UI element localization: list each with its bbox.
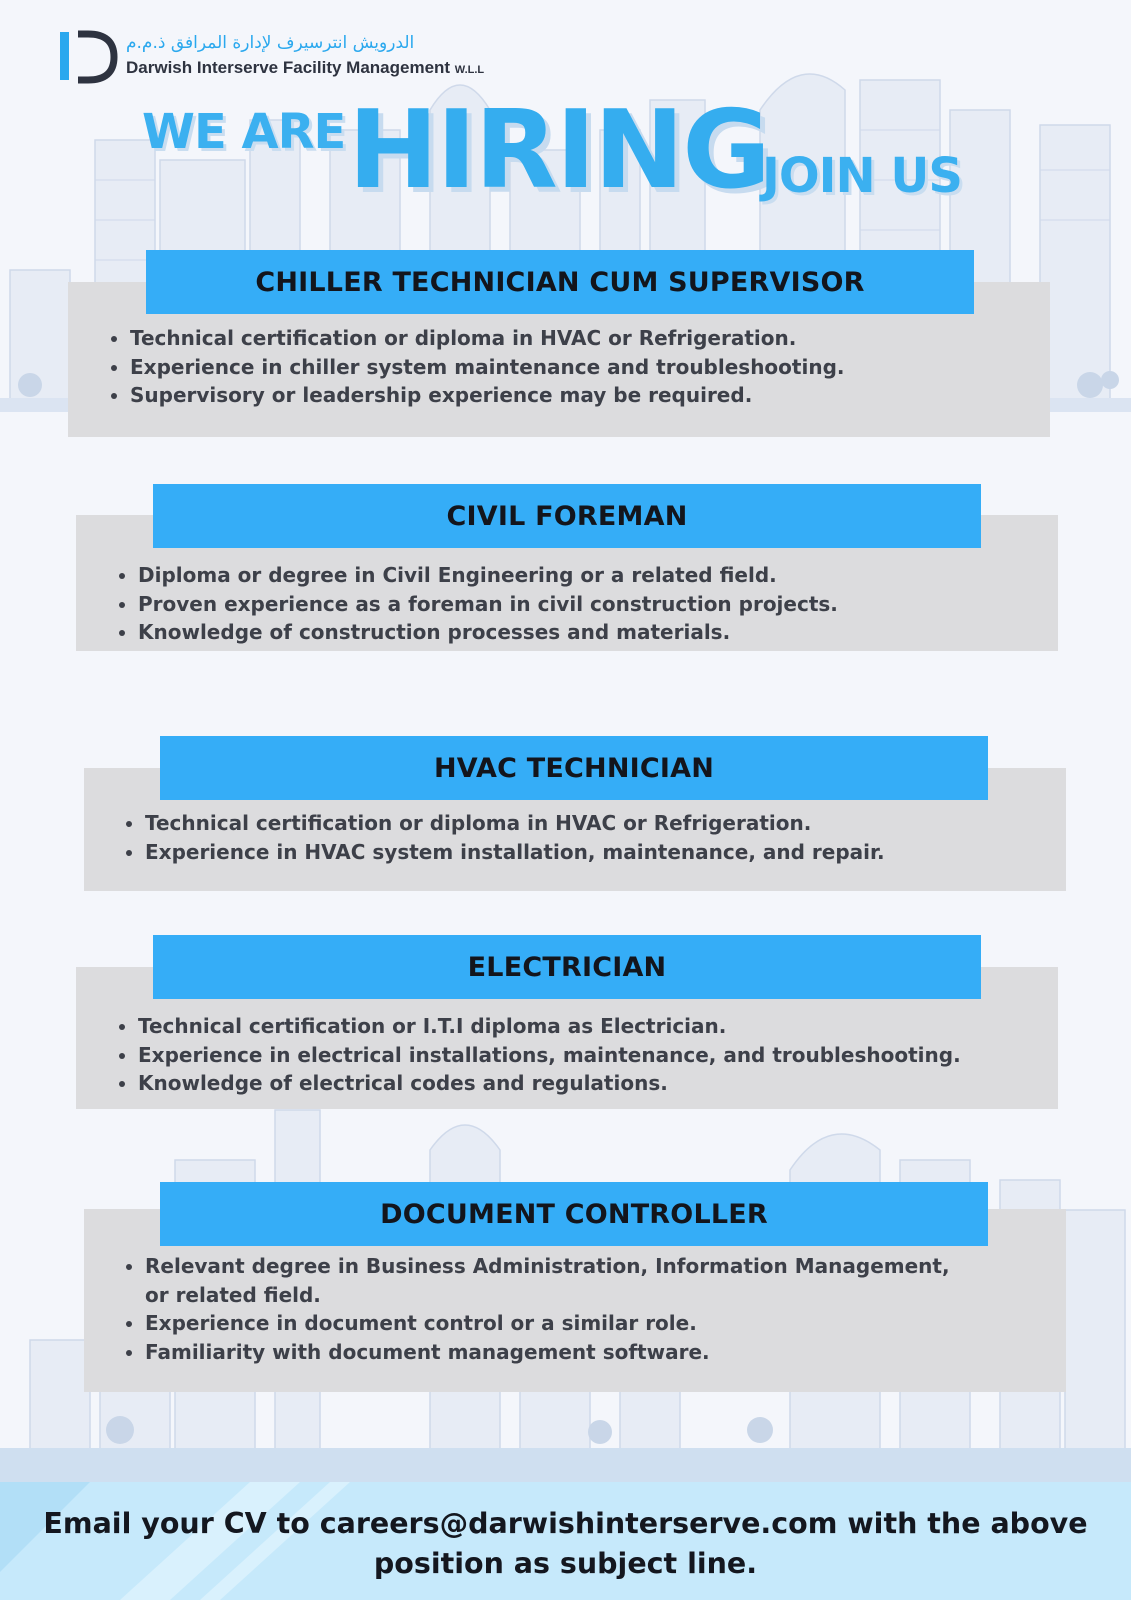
job-title: ELECTRICIAN [153,935,981,999]
requirement-item: • Familiarity with document management software. [145,1338,975,1367]
company-name: Darwish Interserve Facility Management [126,58,451,77]
job-requirements [119,809,1045,866]
job-title: CHILLER TECHNICIAN CUM SUPERVISOR [146,250,974,314]
requirement-item: • Technical certification or I.T.I diploma as Electrician. [138,1012,1068,1041]
requirement-item: • Experience in electrical installations, maintenance, and troubleshooting. [138,1041,1068,1070]
requirement-item: • Experience in HVAC system installation, maintenance, and repair. [145,838,1045,867]
requirement-item: • Knowledge of electrical codes and regulations. [138,1069,1068,1098]
headline-main: HIRING [348,88,769,213]
headline-tail: JOIN US [762,148,962,204]
job-requirements [119,1252,975,1366]
requirement-item: • Knowledge of construction processes and materials. [138,618,1038,647]
requirement-item: • Experience in chiller system maintenance and troubleshooting. [130,353,1030,382]
requirement-item: • Diploma or degree in Civil Engineering or a related field. [138,561,1038,590]
footer-line-2: position as subject line. [373,1547,758,1580]
requirement-item: • Technical certification or diploma in HVAC or Refrigeration. [145,809,1045,838]
footer-line-1: Email your CV to careers@darwishinterserve.com with the above [43,1507,1088,1540]
requirement-item: • Supervisory or leadership experience may be required. [130,381,1030,410]
job-title: CIVIL FOREMAN [153,484,981,548]
company-name-arabic: الدرويش انترسيرف لإدارة المرافق ذ.م.م [126,33,415,53]
job-title: DOCUMENT CONTROLLER [160,1182,988,1246]
company-name-english [126,58,484,78]
requirement-item: • Proven experience as a foreman in civil construction projects. [138,590,1038,619]
headline-lead: WE ARE [142,104,346,160]
footer-text [0,1504,1131,1584]
requirement-item: • Relevant degree in Business Administration, Information Management, or related field. [145,1252,975,1309]
company-logo [58,30,498,84]
job-requirements [104,324,1030,410]
requirement-item: • Technical certification or diploma in HVAC or Refrigeration. [130,324,1030,353]
requirement-item: • Experience in document control or a similar role. [145,1309,975,1338]
company-suffix: W.L.L [454,64,485,76]
logo-mark-icon [58,30,118,84]
job-requirements [112,561,1038,647]
job-title: HVAC TECHNICIAN [160,736,988,800]
job-requirements [112,1012,1068,1098]
footer-banner [0,1482,1131,1600]
